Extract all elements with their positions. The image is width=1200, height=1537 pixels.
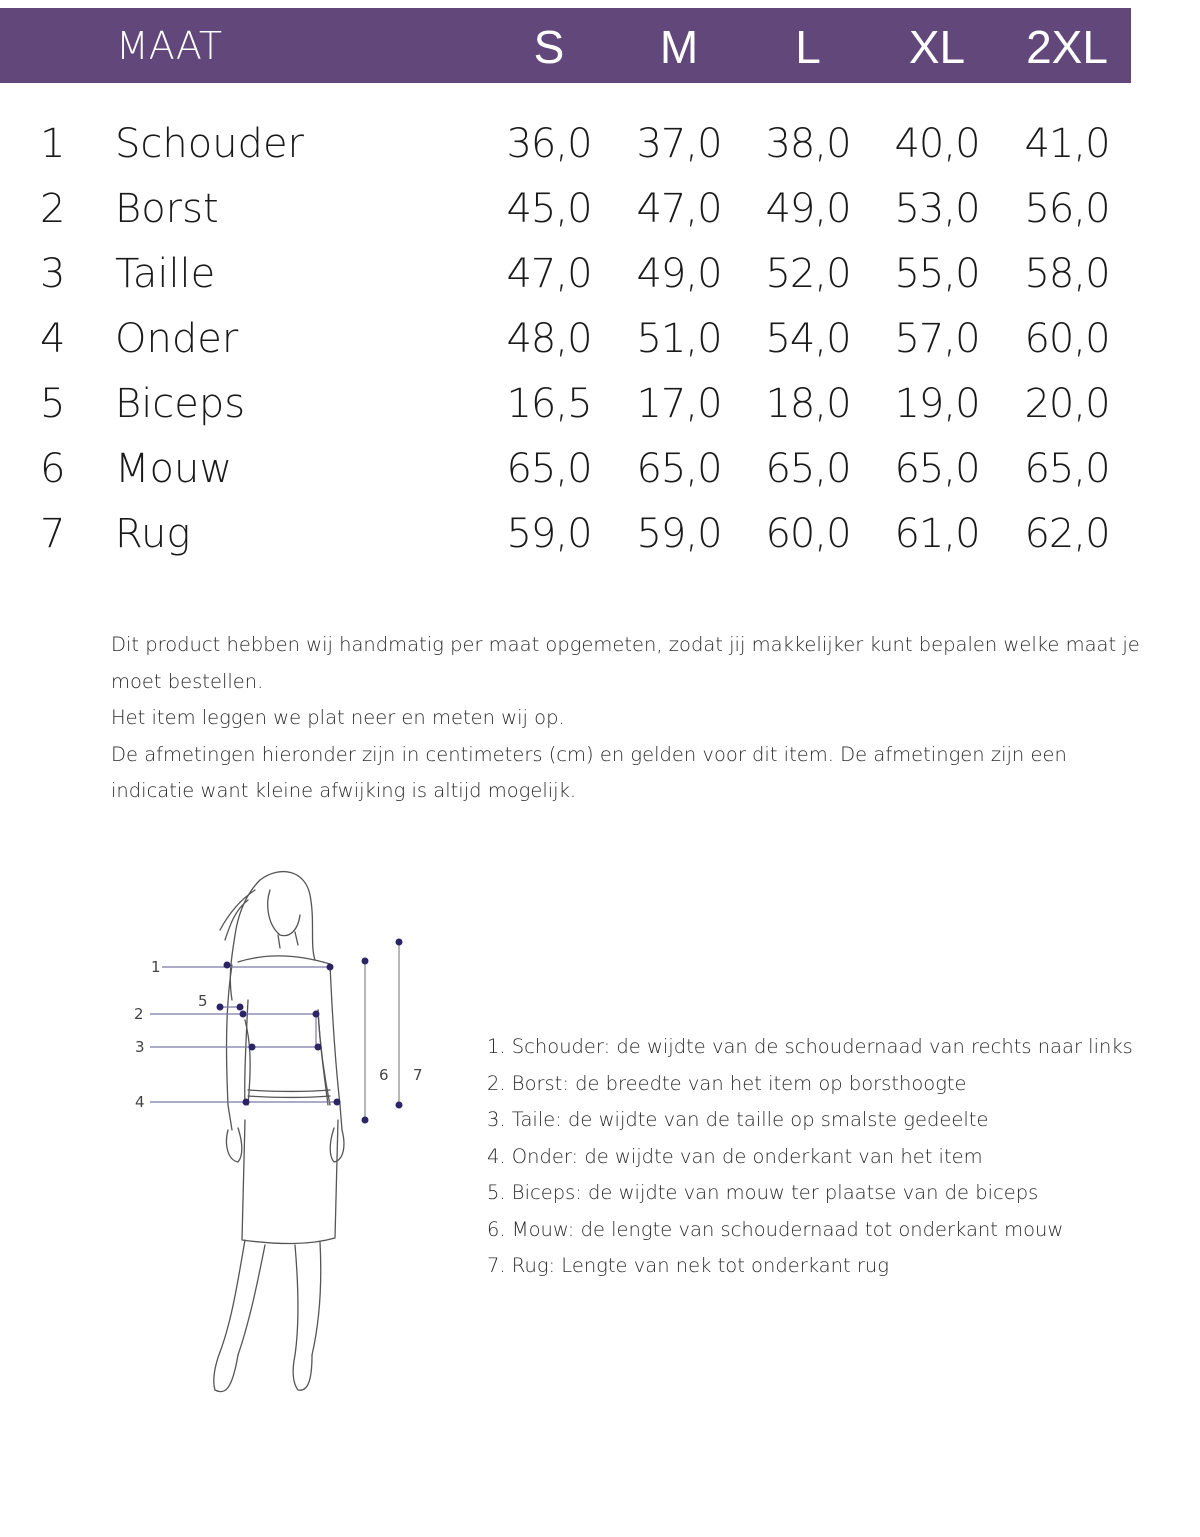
cell-value: 65,0	[636, 446, 722, 492]
row-number: 2	[40, 186, 66, 232]
cell-value: 49,0	[765, 186, 851, 232]
row-label: Biceps	[115, 381, 246, 427]
cell-value: 57,0	[894, 316, 980, 362]
cell-value: 52,0	[765, 251, 851, 297]
cell-value: 55,0	[894, 251, 980, 297]
intro-line: Dit product hebben wij handmatig per maat opgemeten, zodat jij makkelijker kunt bepalen welke maat je	[111, 633, 1140, 656]
cell-value: 20,0	[1024, 381, 1110, 427]
cell-value: 59,0	[506, 511, 592, 557]
cell-value: 49,0	[636, 251, 722, 297]
cell-value: 62,0	[1024, 511, 1110, 557]
cell-value: 18,0	[765, 381, 851, 427]
cell-value: 47,0	[506, 251, 592, 297]
cell-value: 54,0	[765, 316, 851, 362]
row-label: Mouw	[115, 446, 233, 492]
row-number: 3	[40, 251, 66, 297]
marker-7: 7	[413, 1066, 423, 1084]
size-column-xl: XL	[908, 21, 966, 73]
cell-value: 45,0	[506, 186, 592, 232]
intro-line: Het item leggen we plat neer en meten wij op.	[111, 706, 565, 729]
intro-text	[111, 627, 1141, 810]
woman-figure-illustration	[120, 860, 440, 1400]
row-label: Onder	[115, 316, 239, 362]
cell-value: 61,0	[894, 511, 980, 557]
cell-value: 16,5	[506, 381, 592, 427]
table-row	[0, 381, 1200, 445]
intro-line: indicatie want kleine afwijking is altijd mogelijk.	[111, 779, 577, 802]
row-label: Borst	[115, 186, 219, 232]
cell-value: 65,0	[506, 446, 592, 492]
marker-6: 6	[379, 1066, 389, 1084]
legend-item: 1. Schouder: de wijdte van de schoudernaad van rechts naar links	[487, 1035, 1133, 1058]
cell-value: 40,0	[894, 121, 980, 167]
measurement-figure	[120, 860, 440, 1400]
legend-item: 3. Taile: de wijdte van de taille op smalste gedeelte	[487, 1108, 989, 1131]
intro-line: moet bestellen.	[111, 669, 264, 693]
cell-value: 65,0	[1024, 446, 1110, 492]
cell-value: 53,0	[894, 186, 980, 232]
cell-value: 56,0	[1024, 186, 1110, 232]
table-row	[0, 251, 1200, 315]
marker-2: 2	[134, 1005, 144, 1023]
table-row	[0, 121, 1200, 185]
legend-item: 5. Biceps: de wijdte van mouw ter plaatse van de biceps	[487, 1181, 1039, 1204]
cell-value: 51,0	[636, 316, 722, 362]
legend-item: 7. Rug: Lengte van nek tot onderkant rug	[487, 1254, 889, 1277]
size-header-bar	[0, 8, 1131, 83]
table-row	[0, 316, 1200, 380]
marker-3: 3	[135, 1038, 145, 1056]
cell-value: 60,0	[765, 511, 851, 557]
table-row	[0, 511, 1200, 575]
size-column-m: M	[659, 21, 699, 73]
row-number: 1	[40, 121, 66, 167]
row-number: 5	[40, 381, 66, 427]
cell-value: 37,0	[636, 121, 722, 167]
table-row	[0, 186, 1200, 250]
cell-value: 48,0	[506, 316, 592, 362]
cell-value: 65,0	[894, 446, 980, 492]
cell-value: 41,0	[1024, 121, 1110, 167]
cell-value: 65,0	[765, 446, 851, 492]
row-number: 6	[40, 446, 66, 492]
row-label: Taille	[115, 251, 216, 297]
intro-line: De afmetingen hieronder zijn in centimeters (cm) en gelden voor dit item. De afmetingen zijn een	[111, 742, 1067, 766]
cell-value: 47,0	[636, 186, 722, 232]
legend-item: 2. Borst: de breedte van het item op borsthoogte	[487, 1071, 967, 1095]
cell-value: 38,0	[765, 121, 851, 167]
row-number: 7	[40, 511, 66, 557]
size-column-s: S	[533, 21, 565, 73]
marker-5: 5	[198, 992, 208, 1010]
legend-item: 4. Onder: de wijdte van de onderkant van het item	[487, 1144, 983, 1168]
row-label: Schouder	[115, 121, 305, 167]
marker-1: 1	[151, 958, 161, 976]
marker-4: 4	[135, 1093, 145, 1111]
measurement-legend	[487, 1029, 1167, 1285]
cell-value: 36,0	[506, 121, 592, 167]
cell-value: 58,0	[1024, 251, 1110, 297]
cell-value: 17,0	[636, 381, 722, 427]
header-title: MAAT	[116, 24, 223, 68]
cell-value: 60,0	[1024, 316, 1110, 362]
row-label: Rug	[115, 511, 191, 557]
size-column-2xl: 2XL	[1026, 21, 1108, 73]
table-row	[0, 446, 1200, 510]
cell-value: 59,0	[636, 511, 722, 557]
size-column-l: L	[795, 21, 821, 73]
cell-value: 19,0	[894, 381, 980, 427]
row-number: 4	[40, 316, 66, 362]
legend-item: 6. Mouw: de lengte van schoudernaad tot onderkant mouw	[487, 1217, 1064, 1241]
